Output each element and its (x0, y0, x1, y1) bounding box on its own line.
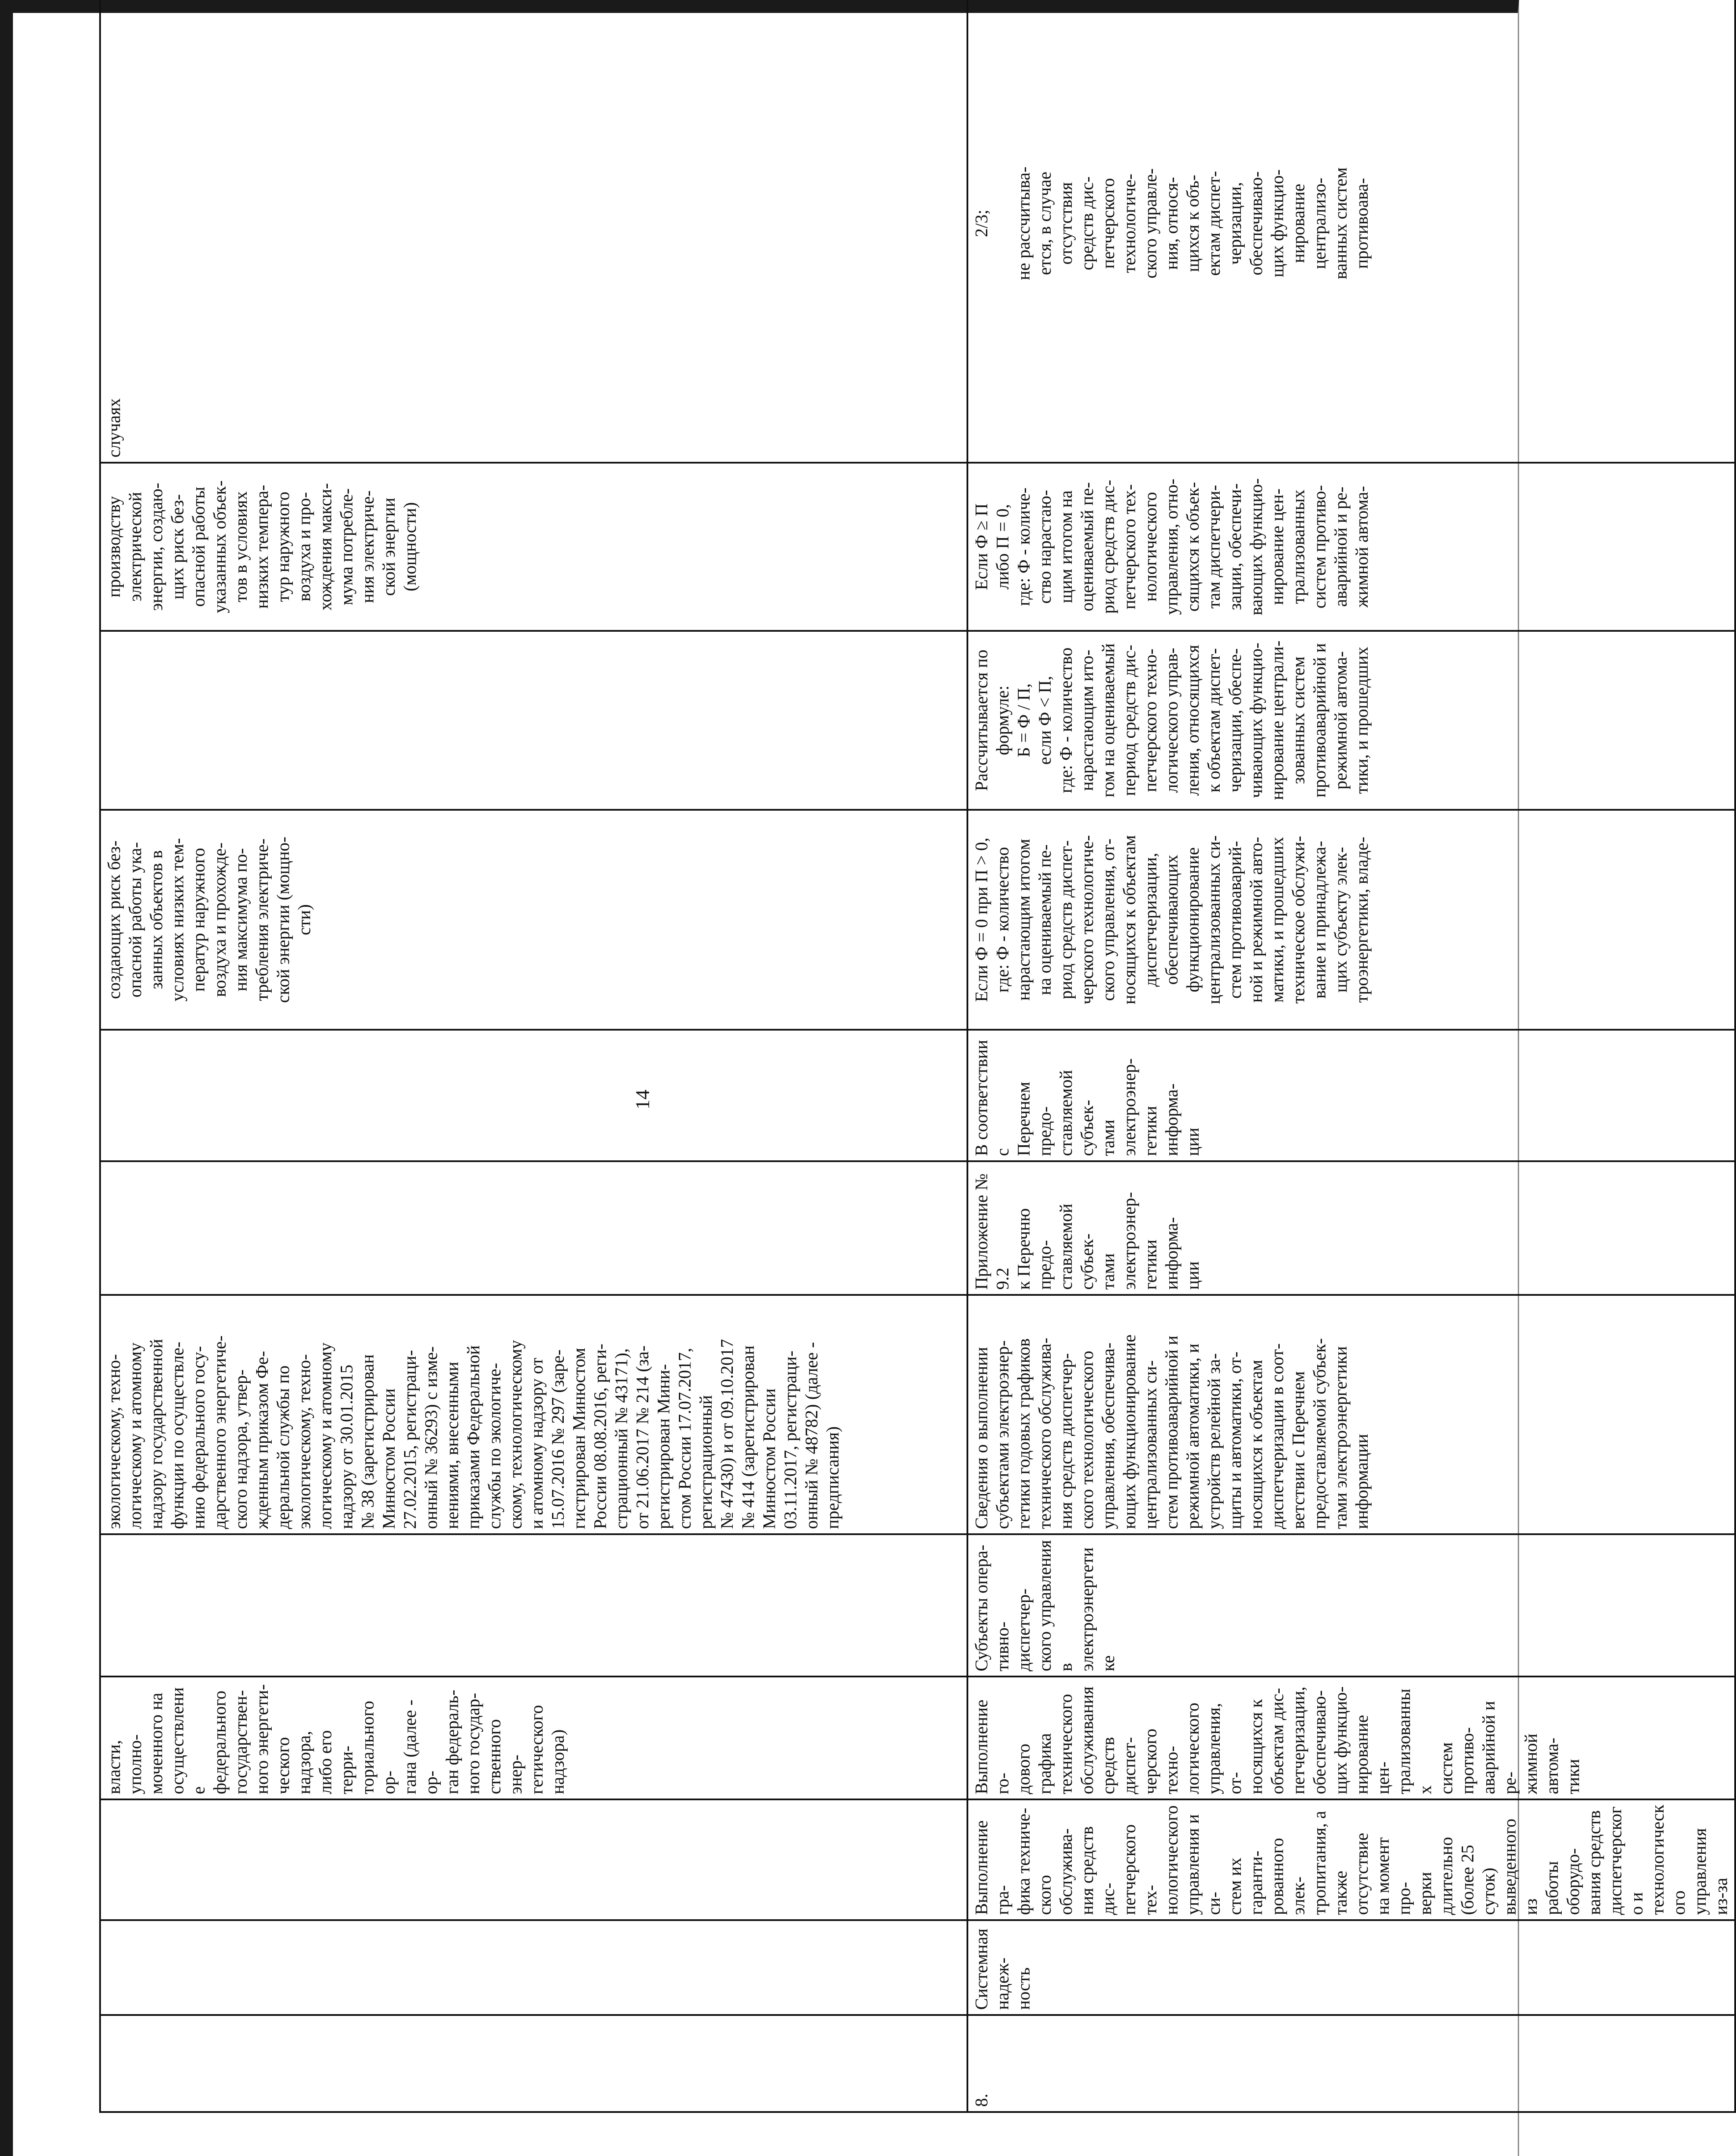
table-row-8 (967, 0, 1735, 2112)
cell-subjects: Субъекты опера- тивно-диспетчер- ского управления в электроэнергетике (967, 1534, 1735, 1677)
cell-criterion: Выполнение гра- фика техниче- ского обслужива- ния средств дис- петчерского тех- нологического управления и си- стем их гаранти- рованного элек- тропитания, а также отсутствие на момент про- верки длительно (более 25 суток) выведенного из работы оборудо- вания средств диспетчерского и технологического управления из-за (967, 1799, 1735, 1920)
table-row-continued (100, 0, 967, 2112)
cell-row-number: 8. (967, 2015, 1735, 2112)
cell-indicator-name: Выполнение го- дового графика технического обслуживания средств диспет- черского техно- логического управления, от- носящихся к объектам дис- петчеризации, обеспечиваю- щих функцио- нирование цен- трализованных систем противо- аварийной и ре- жимной автома- тики (967, 1677, 1735, 1799)
cell-formula-zero: Если Ф = 0 при П > 0, где: Ф - количество нарастающим итогом на оцениваемый пе- риод средств диспет- черского технологиче- ского управления, от- носящихся к объектам диспетчеризации, обеспечивающих функционирование централизованных си- стем противоаварий- ной и режимной авто- матики, и прошедших техническое обслужи- вание и принадлежа- щих субъекту элек- троэнергетики, владе- (967, 810, 1735, 1030)
cell-continued-8 (100, 1030, 967, 1161)
cell-appendix: Приложение № 9.2 к Перечню предо- ставляемой субъек- тами электроэнер- гетики информа- ции (967, 1161, 1735, 1295)
cell-formula-full: Если Ф ≥ П либо П = 0, где: Ф - количе- ство нарастаю- щим итогом на оцениваемый пе- риод средств дис- петчерского тех- нологического управления, отно- сящихся к объек- там диспетчери- зации, обеспечи- вающих функцио- нирование цен- трализованных систем противо- аварийной и ре- жимной автома- (967, 463, 1735, 631)
rotated-table-wrapper (99, 71, 1731, 2113)
cell-indicator-group: Системная надеж- ность (967, 1920, 1735, 2015)
cell-continued-1 (100, 2015, 967, 2112)
criteria-table (99, 0, 1736, 2113)
cell-continued-risk-c: производству электрической энергии, создаю- щих риск без- опасной работы указанных объек- тов в условиях низких темпера- тур наружного воздуха и про- хождения макси- мума потребле- ния электриче- ской энергии (мощности) (100, 463, 967, 631)
cell-continued-5 (100, 1534, 967, 1677)
cell-source: Сведения о выполнении субъектами электроэнер- гетики годовых графиков технического обслужива- ния средств диспетчер- ского технологического управления, обеспечива- ющих функционирование централизованных си- стем противоаварийной и режимной автоматики, и устройств релейной за- щиты и автоматики, от- носящихся к объектам диспетчеризации в соот- ветствии с Перечнем предоставляемой субъек- тами электроэнергетики информации (967, 1295, 1735, 1534)
cell-continued-authority: власти, уполно- моченного на осуществление федерального государствен- ного энергети- ческого надзора, либо его терри- ториального ор- гана (далее - ор- ган федераль- ного государ- ственного энер- гетического надзора) (100, 1677, 967, 1799)
page-number: 14 (631, 1090, 653, 1109)
cell-continued-10 (100, 631, 967, 810)
cell-continued-cases: случаях (100, 0, 967, 463)
cell-continued-3 (100, 1799, 967, 1920)
cell-formula-ratio: Рассчитывается по формуле: Б = Ф / П, если Ф < П, где: Ф - количество нарастающим ито- гом на оцениваемый период средств дис- петчерского техно- логического управ- ления, относящихся к объектам диспет- черизации, обеспе- чивающих функцио- нирование централи- зованных систем противоаварийной и режимной автома- тики, и прошедших (967, 631, 1735, 810)
cell-continued-7 (100, 1161, 967, 1295)
cell-procedure: В соответствии с Перечнем предо- ставляемой субъек- тами электроэнер- гетики информа- ции (967, 1030, 1735, 1161)
cell-weight: 2/3; не рассчитыва- ется, в случае отсутствия средств дис- петчерского технологиче- ского управле- ния, относя- щихся к объ- ектам диспет- черизации, обеспечиваю- щих функцио- нирование централизо- ванных систем противоава- (967, 0, 1735, 463)
cell-continued-risk-a: создающих риск без- опасной работы ука- занных объектов в условиях низких тем- ператур наружного воздуха и прохожде- ния максимума по- требления электриче- ской энергии (мощно- сти) (100, 810, 967, 1030)
cell-continued-2 (100, 1920, 967, 2015)
cell-continued-regulation: экологическому, техно- логическому и атомному надзору государственной функции по осуществле- нию федерального госу- дарственного энергетиче- ского надзора, утвер- жденным приказом Фе- деральной службы по экологическому, техно- логическому и атомному надзору от 30.01.2015 № 38 (зарегистрирован Минюстом России 27.02.2015, регистраци- онный № 36293) с изме- нениями, внесенными приказами Федеральной службы по экологиче- скому, технологическому и атомному надзору от 15.07.2016 № 297 (заре- гистрирован Минюстом России 08.08.2016, реги- страционный № 43171), от 21.06.2017 № 214 (за- регистрирован Мини- стом России 17.07.2017, регистрационный № 47430) и от 09.10.2017 № 414 (зарегистрирован Минюстом России 03.11.2017, регистраци- онный № 48782) (далее - предписания) (100, 1295, 967, 1534)
